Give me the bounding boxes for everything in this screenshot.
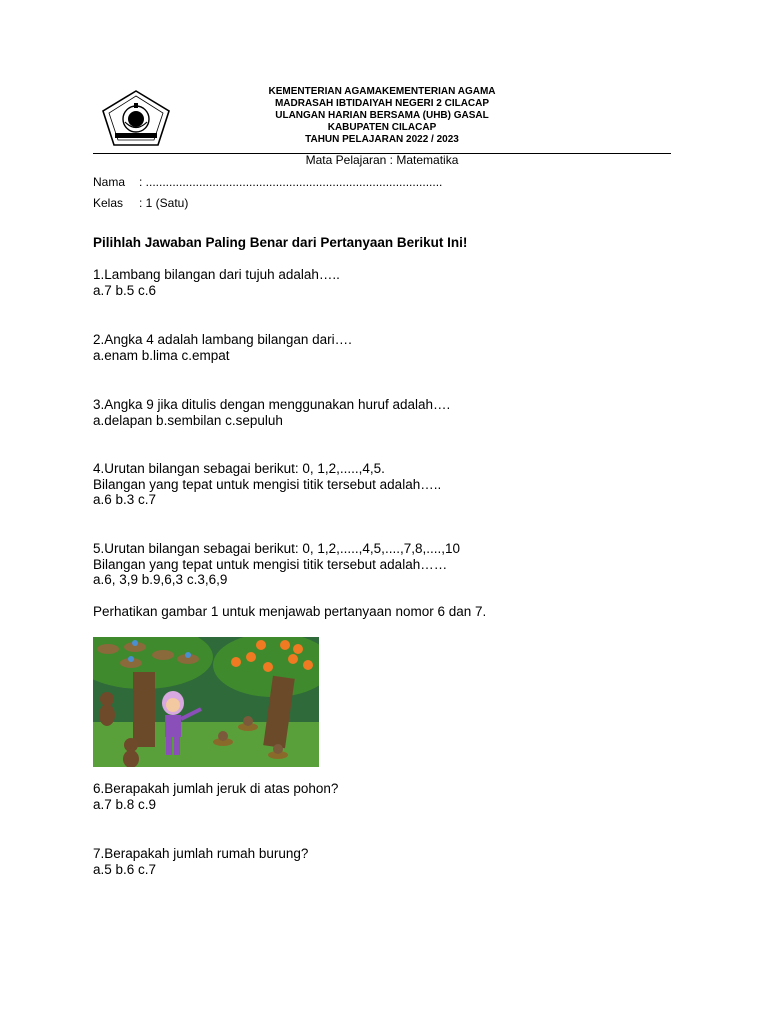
header-line-regency: KABUPATEN CILACAP [327, 122, 437, 133]
picture-1 [93, 637, 319, 767]
question-text: Bilangan yang tepat untuk mengisi titik tersebut adalah…… [93, 556, 448, 572]
question-1 [93, 267, 340, 298]
class-label: Kelas [93, 196, 124, 210]
bird-nest [97, 644, 119, 654]
class-value: : 1 (Satu) [139, 196, 189, 210]
question-text: 6.Berapakah jumlah jeruk di atas pohon? [93, 781, 339, 796]
question-3 [93, 397, 450, 428]
answer-options: a.enam b.lima c.empat [93, 347, 230, 363]
name-label: Nama [93, 175, 126, 189]
instruction-text: Perhatikan gambar 1 untuk menjawab pertanyaan nomor 6 dan 7. [93, 604, 487, 619]
answer-options: a.5 b.6 c.7 [93, 861, 157, 877]
name-field [93, 175, 442, 189]
question-text: 5.Urutan bilangan sebagai berikut: 0, 1,2,.....,4,5,....,7,8,....,10 [93, 541, 460, 556]
question-text: Bilangan yang tepat untuk mengisi titik tersebut adalah….. [93, 476, 442, 492]
picture-instruction [93, 604, 486, 620]
answer-options: a.6 b.3 c.7 [93, 492, 157, 507]
question-6 [93, 781, 338, 812]
orange-fruit [288, 654, 298, 664]
question-text: 1.Lambang bilangan dari tujuh adalah….. [93, 267, 340, 282]
bird-nest [152, 650, 174, 660]
orange-fruit [256, 640, 266, 650]
header-line-ministry: KEMENTERIAN AGAMAKEMENTERIAN AGAMA [268, 86, 496, 97]
monkey [99, 692, 115, 726]
question-7 [93, 846, 308, 877]
orange-fruit [231, 657, 241, 667]
bird [185, 652, 191, 658]
header-line-school: MADRASAH IBTIDAIYAH NEGERI 2 CILACAP [274, 98, 490, 109]
question-text: 4.Urutan bilangan sebagai berikut: 0, 1,2,.....,4,5. [93, 461, 385, 476]
question-text: 7.Berapakah jumlah rumah burung? [93, 846, 309, 861]
orange-fruit [263, 662, 273, 672]
answer-options: a.7 b.8 c.9 [93, 796, 157, 812]
answer-options: a.6, 3,9 b.9,6,3 c.3,6,9 [93, 572, 228, 587]
orange-fruit [293, 644, 303, 654]
answer-options: a.delapan b.sembilan c.sepuluh [93, 412, 283, 428]
question-4 [93, 461, 441, 508]
left-tree-trunk [133, 672, 155, 747]
bird [132, 640, 138, 646]
subject-line: Mata Pelajaran : Matematika [305, 153, 459, 167]
question-5 [93, 541, 460, 588]
school-logo [101, 89, 171, 147]
orange-fruit [246, 652, 256, 662]
class-field [93, 196, 188, 210]
header-block [200, 86, 564, 146]
question-text: 2.Angka 4 adalah lambang bilangan dari…. [93, 332, 352, 347]
instruction: Pilihlah Jawaban Paling Benar dari Pertanyaan Berikut Ini! [93, 235, 468, 250]
question-2 [93, 332, 352, 363]
orange-fruit [280, 640, 290, 650]
name-value: : ......................................................................................... [139, 175, 443, 189]
bird [128, 656, 134, 662]
question-text: 3.Angka 9 jika ditulis dengan menggunakan huruf adalah…. [93, 397, 451, 412]
header-line-exam: ULANGAN HARIAN BERSAMA (UHB) GASAL [275, 110, 489, 121]
header-line-year: TAHUN PELAJARAN 2022 / 2023 [305, 134, 459, 145]
answer-options: a.7 b.5 c.6 [93, 282, 157, 298]
orange-fruit [303, 660, 313, 670]
